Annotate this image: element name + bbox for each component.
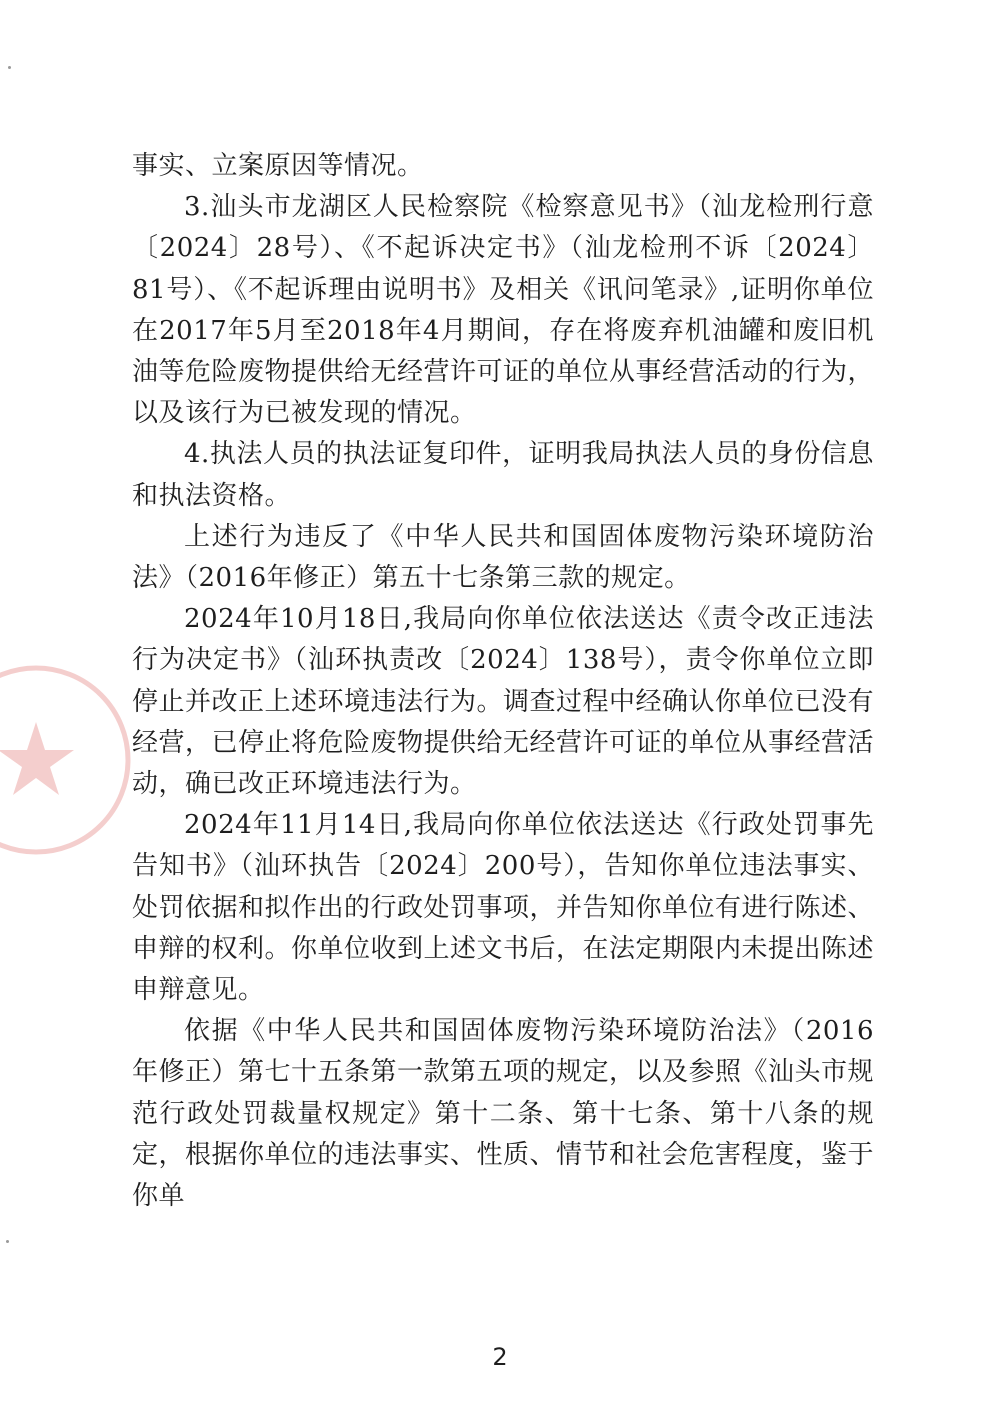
paragraph-rectification: 2024年10月18日,我局向你单位依法送达《责令改正违法行为决定书》（汕环执责改〔2024〕138号），责令你单位立即停止并改正上述环境违法行为。调查过程中经确认你单位已没有经营，已停止将危险废物提供给无经营许可证的单位从事经营活动，确已改正环境违法行为。 <box>132 604 875 800</box>
paragraph-violation: 上述行为违反了《中华人民共和国固体废物污染环境防治法》（2016年修正）第五十七条第三款的规定。 <box>132 521 874 594</box>
body-text <box>132 146 874 1217</box>
scan-speck <box>8 66 11 69</box>
paragraph-notification: 2024年11月14日,我局向你单位依法送达《行政处罚事先告知书》（汕环执告〔2024〕200号），告知你单位违法事实、处罚依据和拟作出的行政处罚事项，并告知你单位有进行陈述、申辩的权利。你单位收到上述文书后，在法定期限内未提出陈述申辩意见。 <box>132 810 875 1006</box>
paragraph-continuation: 事实、立案原因等情况。 <box>132 151 424 181</box>
paragraph-evidence-4: 4.执法人员的执法证复印件，证明我局执法人员的身份信息和执法资格。 <box>132 439 874 511</box>
page-number: 2 <box>492 1343 508 1371</box>
scan-speck <box>6 1240 9 1243</box>
red-seal-stamp <box>0 660 136 860</box>
paragraph-legal-basis: 依据《中华人民共和国固体废物污染环境防治法》（2016年修正）第七十五条第一款第五项的规定，以及参照《汕头市规范行政处罚裁量权规定》第十二条、第十七条、第十八条的规定，根据你单位的违法事实、性质、情节和社会危害程度，鉴于你单 <box>132 1016 875 1212</box>
paragraph-evidence-3: 3.汕头市龙湖区人民检察院《检察意见书》（汕龙检刑行意〔2024〕28号）、《不起诉决定书》（汕龙检刑不诉〔2024〕81号）、《不起诉理由说明书》及相关《讯问笔录》,证明你单位在2017年5月至2018年4月期间，存在将废弃机油罐和废旧机油等危险废物提供给无经营许可证的单位从事经营活动的行为，以及该行为已被发现的情况。 <box>132 192 875 429</box>
